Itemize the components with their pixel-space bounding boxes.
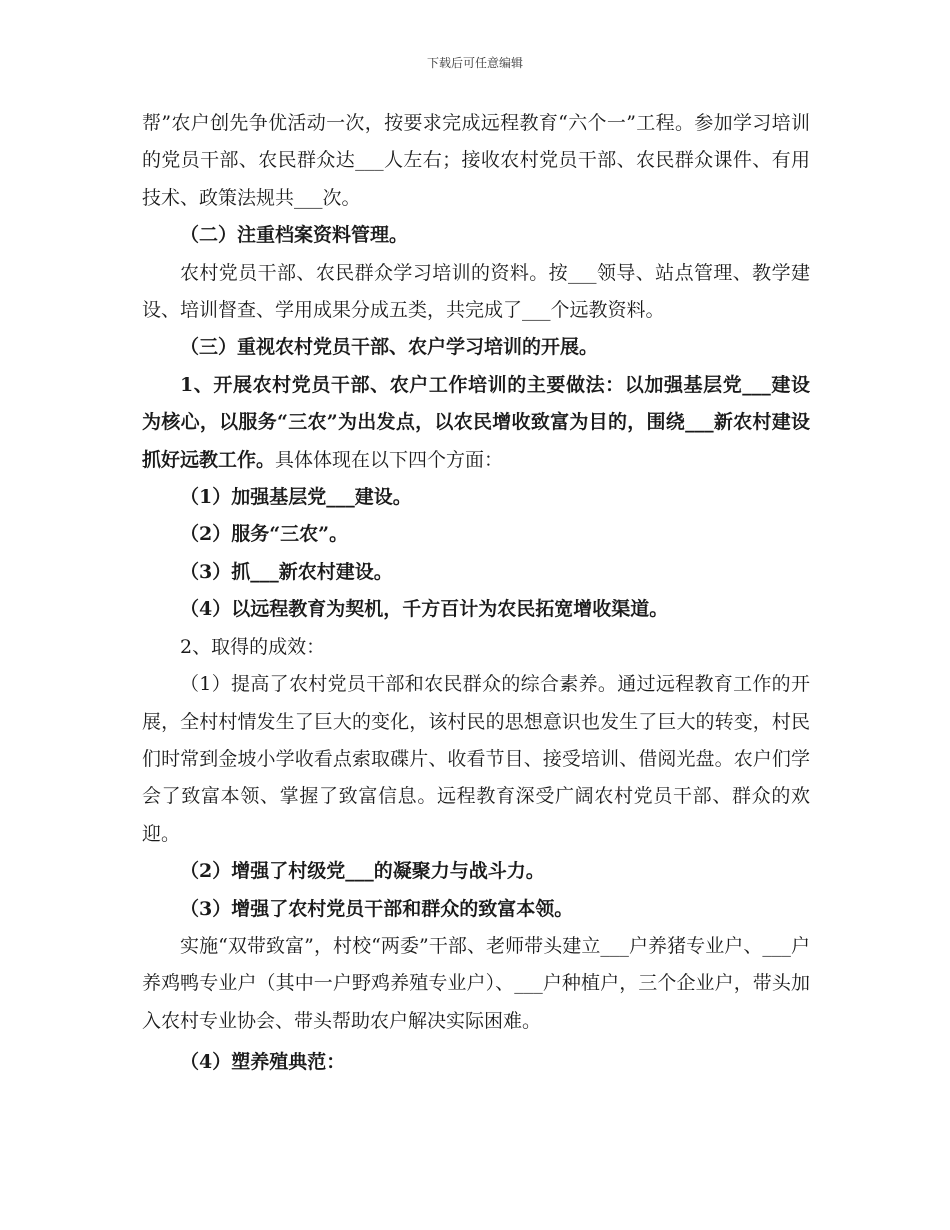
- method-item-4: （4）以远程教育为契机，千方百计为农民拓宽增收渠道。: [180, 598, 669, 621]
- paragraph-methods: [142, 367, 810, 479]
- method-item-3: （3）抓___新农村建设。: [180, 560, 393, 583]
- results-heading: 2、取得的成效：: [180, 635, 326, 658]
- method-item-1: （1）加强基层党___建设。: [180, 486, 412, 509]
- result-item-3: （3）增强了农村党员干部和群众的致富本领。: [180, 897, 574, 920]
- methods-plain-text: 具体体现在以下四个方面：: [275, 448, 504, 471]
- result-item-1: （1）提高了农村党员干部和农民群众的综合素养。通过远程教育工作的开展，全村村情发生了巨大的变化，该村民的思想意识也发生了巨大的转变，村民们时常到金坡小学收看点索取碟片、收看节目、接受培训、借阅光盘。农户们学会了致富本领、掌握了致富信息。远程教育深受广阔农村党员干部、群众的欢迎。: [142, 673, 810, 845]
- result-item-2: （2）增强了村级党___的凝聚力与战斗力。: [180, 860, 545, 883]
- page-header: 下载后可任意编辑: [426, 56, 523, 70]
- methods-bold-text: 1、开展农村党员干部、农户工作培训的主要做法：以加强基层党___建设为核心，以服务“三农”为出发点，以农民增收致富为目的，围绕___新农村建设抓好远教工作。: [142, 373, 810, 471]
- paragraph-continuation: 帮”农户创先争优活动一次，按要求完成远程教育“六个一”工程。参加学习培训的党员干部、农民群众达___人左右；接收农村党员干部、农民群众课件、有用技术、政策法规共___次。: [142, 112, 810, 209]
- method-item-2: （2）服务“三农”。: [180, 523, 349, 546]
- section-heading-3: （三）重视农村党员干部、农户学习培训的开展。: [180, 336, 599, 359]
- section-heading-2: （二）注重档案资料管理。: [180, 224, 409, 247]
- paragraph-archives: 农村党员干部、农民群众学习培训的资料。按___领导、站点管理、教学建设、培训督查、学用成果分成五类，共完成了___个远教资料。: [142, 261, 810, 322]
- paragraph-double-help: 实施“双带致富”，村校“两委”干部、老师带头建立___户养猪专业户、___户养鸡鸭专业户（其中一户野鸡养殖专业户）、___户种植户，三个企业户，带头加入农村专业协会、带头帮助农户解决实际困难。: [142, 934, 810, 1032]
- result-item-4: （4）塑养殖典范：: [180, 1051, 346, 1074]
- document-body: [142, 105, 810, 1082]
